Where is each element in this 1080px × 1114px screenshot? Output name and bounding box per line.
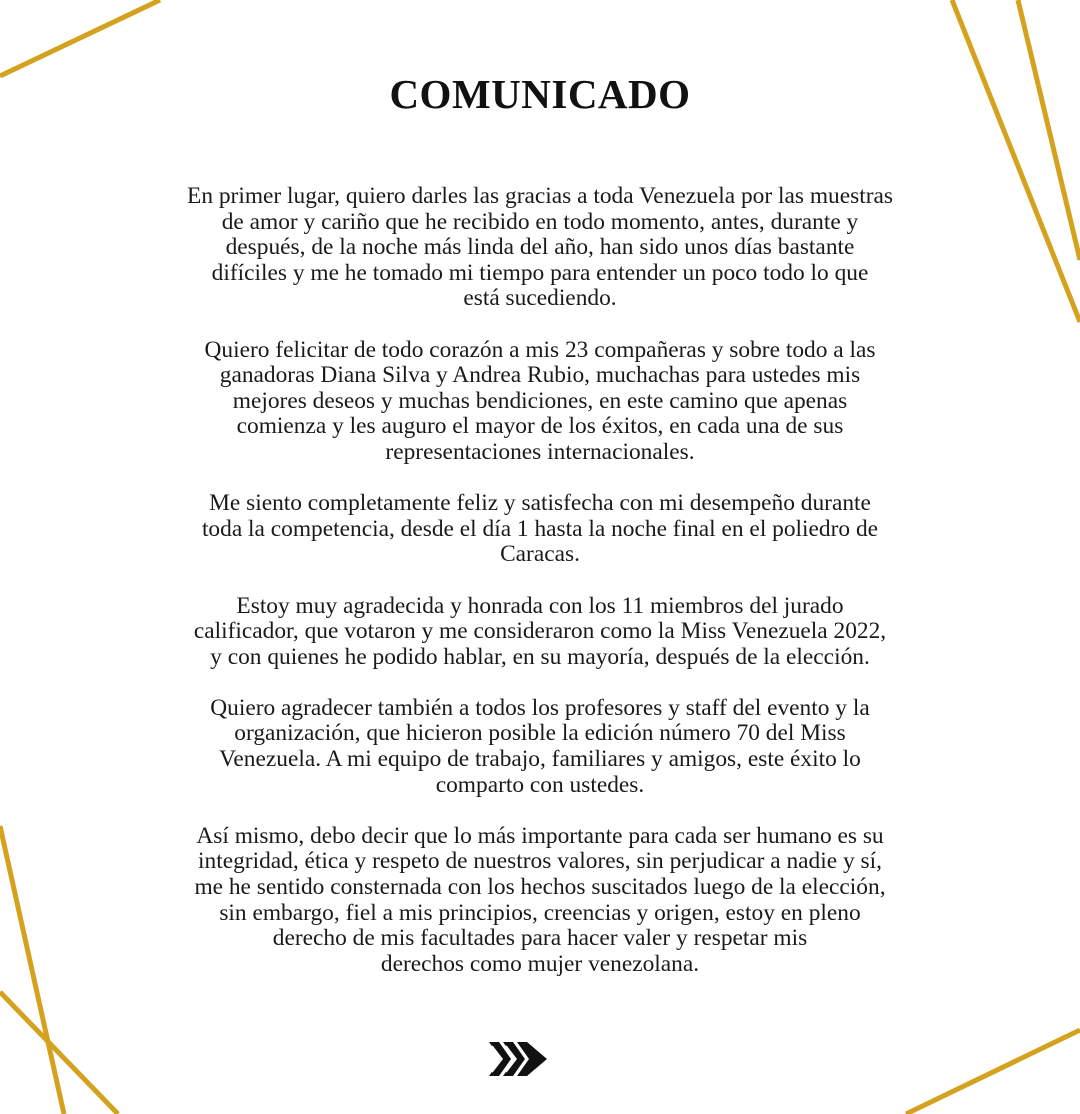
paragraph-line: comienza y les auguro el mayor de los éxitos, en cada una de sus [236,413,844,440]
paragraph-line: ganadoras Diana Silva y Andrea Rubio, muchachas para ustedes mis [219,362,861,389]
paragraph-line: está sucediendo. [463,285,617,312]
paragraph-line: representaciones internacionales. [385,438,695,465]
gold-line-left-1 [0,826,64,1114]
paragraph [100,594,980,671]
paragraph-line: Quiero felicitar de todo corazón a mis 23 compañeras y sobre todo a las [204,336,876,363]
paragraph-line: después, de la noche más linda del año, han sido unos días bastante [225,234,855,261]
paragraph-line: difíciles y me he tomado mi tiempo para entender un poco todo lo que [211,259,869,286]
paragraph-line: Estoy muy agradecida y honrada con los 11 miembros del jurado [236,592,844,619]
paragraph [100,338,980,466]
paragraph-line: En primer lugar, quiero darles las gracias a toda Venezuela por las muestras [187,183,893,209]
paragraph-line: derechos como mujer venezolana. [380,950,700,977]
paragraph-line: mejores deseos y muchas bendiciones, en este camino que apenas [232,387,848,414]
paragraph-line: sin embargo, fiel a mis principios, creencias y origen, estoy en pleno [219,899,861,926]
paragraph-line: de amor y cariño que he recibido en todo momento, antes, durante y [221,208,859,235]
paragraph [100,491,980,568]
paragraph-line: calificador, que votaron y me consideraron como la Miss Venezuela 2022, [193,618,887,645]
gold-line-top-left [0,0,160,76]
communique-body [100,184,980,1003]
paragraph-line: Quiero agradecer también a todos los profesores y staff del evento y la [210,694,870,721]
gold-line-right-2 [1018,0,1080,260]
paragraph [100,184,980,312]
paragraph-line: me he sentido consternada con los hechos suscitados luego de la elección, [194,874,886,901]
paragraph-line: y con quienes he podido hablar, en su mayoría, después de la elección. [210,643,870,670]
paragraph-line: Caracas. [500,541,580,568]
paragraph-line: comparto con ustedes. [435,771,645,798]
paragraph [100,824,980,978]
paragraph-line: Venezuela. A mi equipo de trabajo, familiares y amigos, este éxito lo [219,746,861,773]
paragraph-line: integridad, ética y respeto de nuestros valores, sin perjudicar a nadie y sí, [198,848,882,875]
triple-chevron-arrow-icon [487,1038,549,1080]
paragraph-line: Me siento completamente feliz y satisfecha con mi desempeño durante [209,490,871,517]
paragraph-line: organización, que hicieron posible la edición número 70 del Miss [234,720,846,747]
paragraph [100,696,980,798]
paragraph-line: Así mismo, debo decir que lo más importante para cada ser humano es su [196,822,884,849]
gold-line-bottom-right [906,1030,1080,1114]
page-title: COMUNICADO [389,71,691,117]
paragraph-line: toda la competencia, desde el día 1 hasta la noche final en el poliedro de [201,515,879,542]
paragraph-line: derecho de mis facultades para hacer valer y respetar mis [272,925,808,952]
